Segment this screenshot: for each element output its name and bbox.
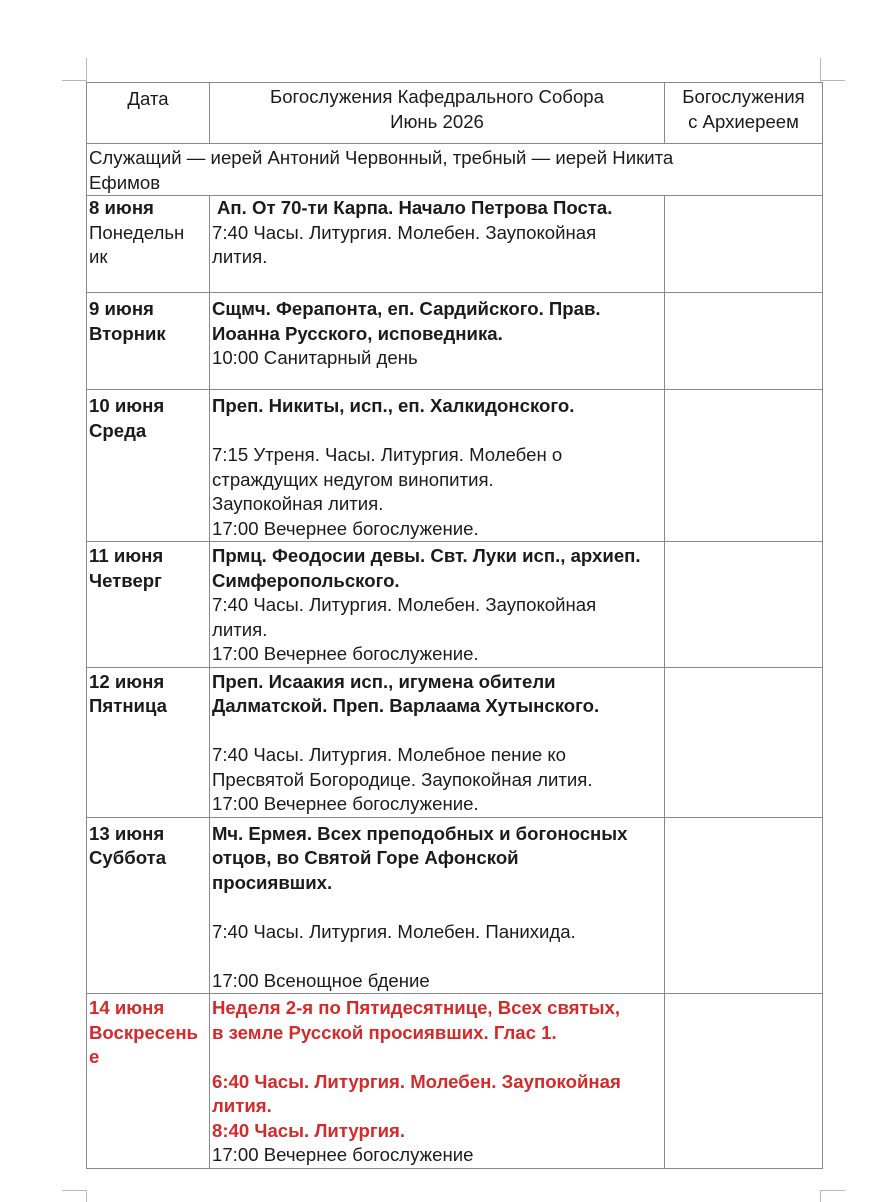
header-archbishop: Богослужения с Архиереем xyxy=(665,83,823,144)
archbishop-cell xyxy=(665,196,823,293)
service-cell: Мч. Ермея. Всех преподобных и богоносных отцов, во Святой Горе Афонской просиявших. 7:40 Часы. Литургия. Молебен. Панихида. 17:00 Всенощное бдение xyxy=(210,817,665,994)
archbishop-cell xyxy=(665,667,823,817)
table-header-row xyxy=(87,83,823,144)
service-cell: Ап. От 70-ти Карпа. Начало Петрова Поста. 7:40 Часы. Литургия. Молебен. Заупокойная лития. xyxy=(210,196,665,293)
crop-mark xyxy=(86,58,87,82)
clergy-note-row xyxy=(87,144,823,196)
crop-mark xyxy=(821,80,845,81)
service-cell: Неделя 2-я по Пятидесятнице, Всех святых, в земле Русской просиявших. Глас 1. 6:40 Часы. Литургия. Молебен. Заупокойная лития. 8:40 Часы. Литургия. 17:00 Вечернее богослужение xyxy=(210,994,665,1169)
service-cell: Сщмч. Ферапонта, еп. Сардийского. Прав. Иоанна Русского, исповедника. 10:00 Санитарный день xyxy=(210,293,665,390)
service-cell: Преп. Никиты, исп., еп. Халкидонского. 7:15 Утреня. Часы. Литургия. Молебен о страждущих недугом винопития. Заупокойная лития. 17:00 Вечернее богослужение. xyxy=(210,390,665,542)
date-cell: 14 июня Воскресень е xyxy=(87,994,210,1169)
crop-mark xyxy=(820,58,821,82)
archbishop-cell xyxy=(665,542,823,668)
table-row xyxy=(87,542,823,668)
crop-mark xyxy=(821,1190,845,1191)
service-cell: Прмц. Феодосии девы. Свт. Луки исп., архиеп. Симферопольского. 7:40 Часы. Литургия. Молебен. Заупокойная лития. 17:00 Вечернее богослужение. xyxy=(210,542,665,668)
table-row xyxy=(87,817,823,994)
date-cell: 9 июня Вторник xyxy=(87,293,210,390)
date-cell: 10 июня Среда xyxy=(87,390,210,542)
crop-mark xyxy=(86,1190,87,1202)
date-cell: 13 июня Суббота xyxy=(87,817,210,994)
table-row xyxy=(87,994,823,1169)
archbishop-cell xyxy=(665,390,823,542)
crop-mark xyxy=(820,1190,821,1202)
table-row xyxy=(87,293,823,390)
archbishop-cell xyxy=(665,817,823,994)
table-row xyxy=(87,667,823,817)
crop-mark xyxy=(62,1190,86,1191)
table-row xyxy=(87,390,823,542)
date-cell: 12 июня Пятница xyxy=(87,667,210,817)
archbishop-cell xyxy=(665,994,823,1169)
archbishop-cell xyxy=(665,293,823,390)
header-date: Дата xyxy=(87,83,210,144)
service-cell: Преп. Исаакия исп., игумена обители Далматской. Преп. Варлаама Хутынского. 7:40 Часы. Литургия. Молебное пение ко Пресвятой Богородице. Заупокойная лития. 17:00 Вечернее богослужение. xyxy=(210,667,665,817)
table-row xyxy=(87,196,823,293)
schedule-table xyxy=(86,82,823,1169)
header-services: Богослужения Кафедрального Собора Июнь 2026 xyxy=(210,83,665,144)
crop-mark xyxy=(62,80,86,81)
date-cell: 8 июня Понедельн ик xyxy=(87,196,210,293)
date-cell: 11 июня Четверг xyxy=(87,542,210,668)
clergy-note: Служащий — иерей Антоний Червонный, требный — иерей Никита Ефимов xyxy=(87,144,823,196)
